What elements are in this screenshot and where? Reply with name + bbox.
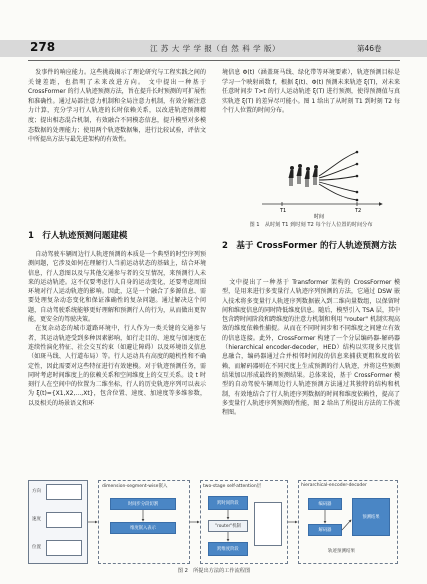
module-3-title: hierarchical-encoder-decoder xyxy=(301,483,367,488)
section-2-body xyxy=(222,278,400,417)
module-1-item-embed: 维度嵌入表示 xyxy=(110,522,176,534)
module-1-title: dimension-segment-wise嵌入 xyxy=(102,484,168,489)
module-2-title: two-stage self-attention层 xyxy=(203,484,262,489)
trajectory-lines xyxy=(319,152,357,200)
section-2-paragraph: 文中提出了一种基于 Transformer 架构的 CrossFormer 模型，是用来进行多变量行人轨迹序列预测的方法，它通过 DSW 嵌入技术将多变量行人轨迹序列数据嵌入到二维向量数组，以保留时间和维度信息的同时降低维度信息。随后，模型引入 TSA 层，其中包含跨时间阶段和跨维度的注意力机制和利用 "router" 机制实现高效的维度依赖性捕捉。从而在不同时间步和不同维度之间建立有效的信息连接。此外，CrossFormer 构建了一个分层编码器-解码器（hierarchical encoder-decoder，HED）结构以实现多尺度信息融合，编码器通过合并相邻时间段的信息来捕获更粗粒度的依赖，而解码器则在不同尺度上生成预测的行人轨迹，并将这些预测结果加以形成最终的预测结果。总体来说，基于 CrossFormer 模型的自动驾驶车辆周边行人轨迹预测方法通过其独特的结构和机制，有效地结合了行人轨迹序列数据的时间和维度依赖性，提高了多变量行人轨迹序列预测的性能，图 2 给出了所提出方法的工作流程图。 xyxy=(222,279,400,417)
module-2-item-cross-time: 跨时间阶段 xyxy=(208,496,248,510)
intro-left-column xyxy=(28,68,206,145)
input-position-label: 位置 xyxy=(32,545,41,550)
section-1-title: 1 行人轨迹预测问题建模 xyxy=(28,231,128,241)
module-2-item-cross-dim: 跨维度阶段 xyxy=(208,542,248,556)
page-header xyxy=(0,0,427,72)
t2-label: T2 xyxy=(355,208,362,214)
module-3-item-prediction: 预测结果 xyxy=(352,498,390,536)
figure-2-caption: 图 2 所提出方法的工作流程图 xyxy=(177,568,251,574)
output-label: 轨迹预测结果 xyxy=(328,549,355,554)
section-1-body xyxy=(28,250,206,408)
figure-2 xyxy=(28,480,400,566)
section-2-title: 2 基于 CrossFormer 的行人轨迹预测方法 xyxy=(222,241,397,251)
volume-label: 第46卷 xyxy=(357,44,382,53)
input-direction-label: 方向 xyxy=(32,489,41,494)
figure-1 xyxy=(222,138,400,224)
time-axis-label: 时间 xyxy=(314,214,325,220)
module-3-item-encoder: 编码器 xyxy=(308,498,342,510)
figure-2-arrows xyxy=(28,480,400,566)
intro-right-text: 境信息 Φ(t)（涵盖斑马线、绿化带等环境要素），轨迹预测目标是学习一个映射函数 f，根据 ξ(t)、Φ(t) 预测未来轨迹 ξ(T)，对未来任意时间步 T>t 的行人运动轨迹 ξ(T) 进行预测，使得预测值与真实轨迹 ξ(T) 的差异尽可能小。图 1 给出了从时刻 T1 到时刻 T2 每个行人位置的时间分布。 xyxy=(222,69,400,115)
intro-left-text: 发事件的响应能力。这些挑战揭示了理论研究与工程实践之间的关键差距，也指明了未来改进方向。 文中提出一种基于 CrossFormer 的行人轨迹预测方法，旨在提升长时预测的可扩展性和准确性。通过局部注意力机制和全局注意力机制，有效分解注意力计算，充分学习行人轨迹的长时依赖关系，以改进轨迹预测精度；提出相态混合机制，有效融合不同模态信息，提升模型对多模态数据的处理能力；使用两个轨迹数据集，进行比较试验，评估文中所提出方法与最先进架构的有效性。 xyxy=(28,69,206,144)
t1-label: T1 xyxy=(280,208,287,214)
module-2-item-router: "router"机制 xyxy=(208,520,248,532)
module-1-item-segment: 时间步分段切割 xyxy=(110,498,176,510)
intro-right-column xyxy=(222,68,400,116)
module-3-item-decoder: 解码器 xyxy=(308,524,342,536)
section-1-paragraph: 在复杂动态的城市道路环境中，行人作为一类关键的交通参与者，其运动轨迹受到多种因素影响，如行走目的、速度与加速度在连续性演化特征、社会交互约束（如避让障碍）以及环境语义信息（如斑马线、人行道布局）等。行人运动具有高度的随机性和不确定性，因此需要对这些特征进行有效建模。对于轨迹预测任务，需同时考虑时间维度上的依赖关系和空间维度上的交互关系。设 t 时刻行人在空间中的位置为二维坐标，行人的历史轨迹序列可以表示为 ξ(t)={X1,X2,…,Xt}，包含位置、速度、加速度等多维参数，以及相关的场景语义和环 xyxy=(28,325,206,407)
trajectory-endpoints xyxy=(356,151,359,202)
pedestrian-icons xyxy=(289,164,319,187)
header-rule xyxy=(28,60,400,61)
input-speed-label: 速度 xyxy=(32,517,41,522)
page-number: 278 xyxy=(30,40,56,54)
figure-1-caption: 图 1 从时刻 T1 到时刻 T2 每个行人位置的时间分布 xyxy=(249,222,373,228)
journal-title: 江 苏 大 学 学 报（自 然 科 学 版） xyxy=(150,44,280,53)
section-1-paragraph: 自动驾驶车辆周边行人轨迹预测的本质是一个典型的时空序列预测问题，它涉及如何在理解行人当前运动状态的基础上，结合环境信息，行人意图以及与其他交通参与者的交互情况，来预测行人未来的运动轨迹。这不仅要考虑行人自身的运动变化，还要考虑周围环境对行人运动轨迹的影响。因此，这是一个融合了多源信息、需要处理复杂动态变化和保证准确性的复杂问题。通过解决这个问题，自动驾驶系统能够更好理解和预测行人的行为，从而做出更智能，更安全的驾驶决策。 xyxy=(28,251,206,324)
